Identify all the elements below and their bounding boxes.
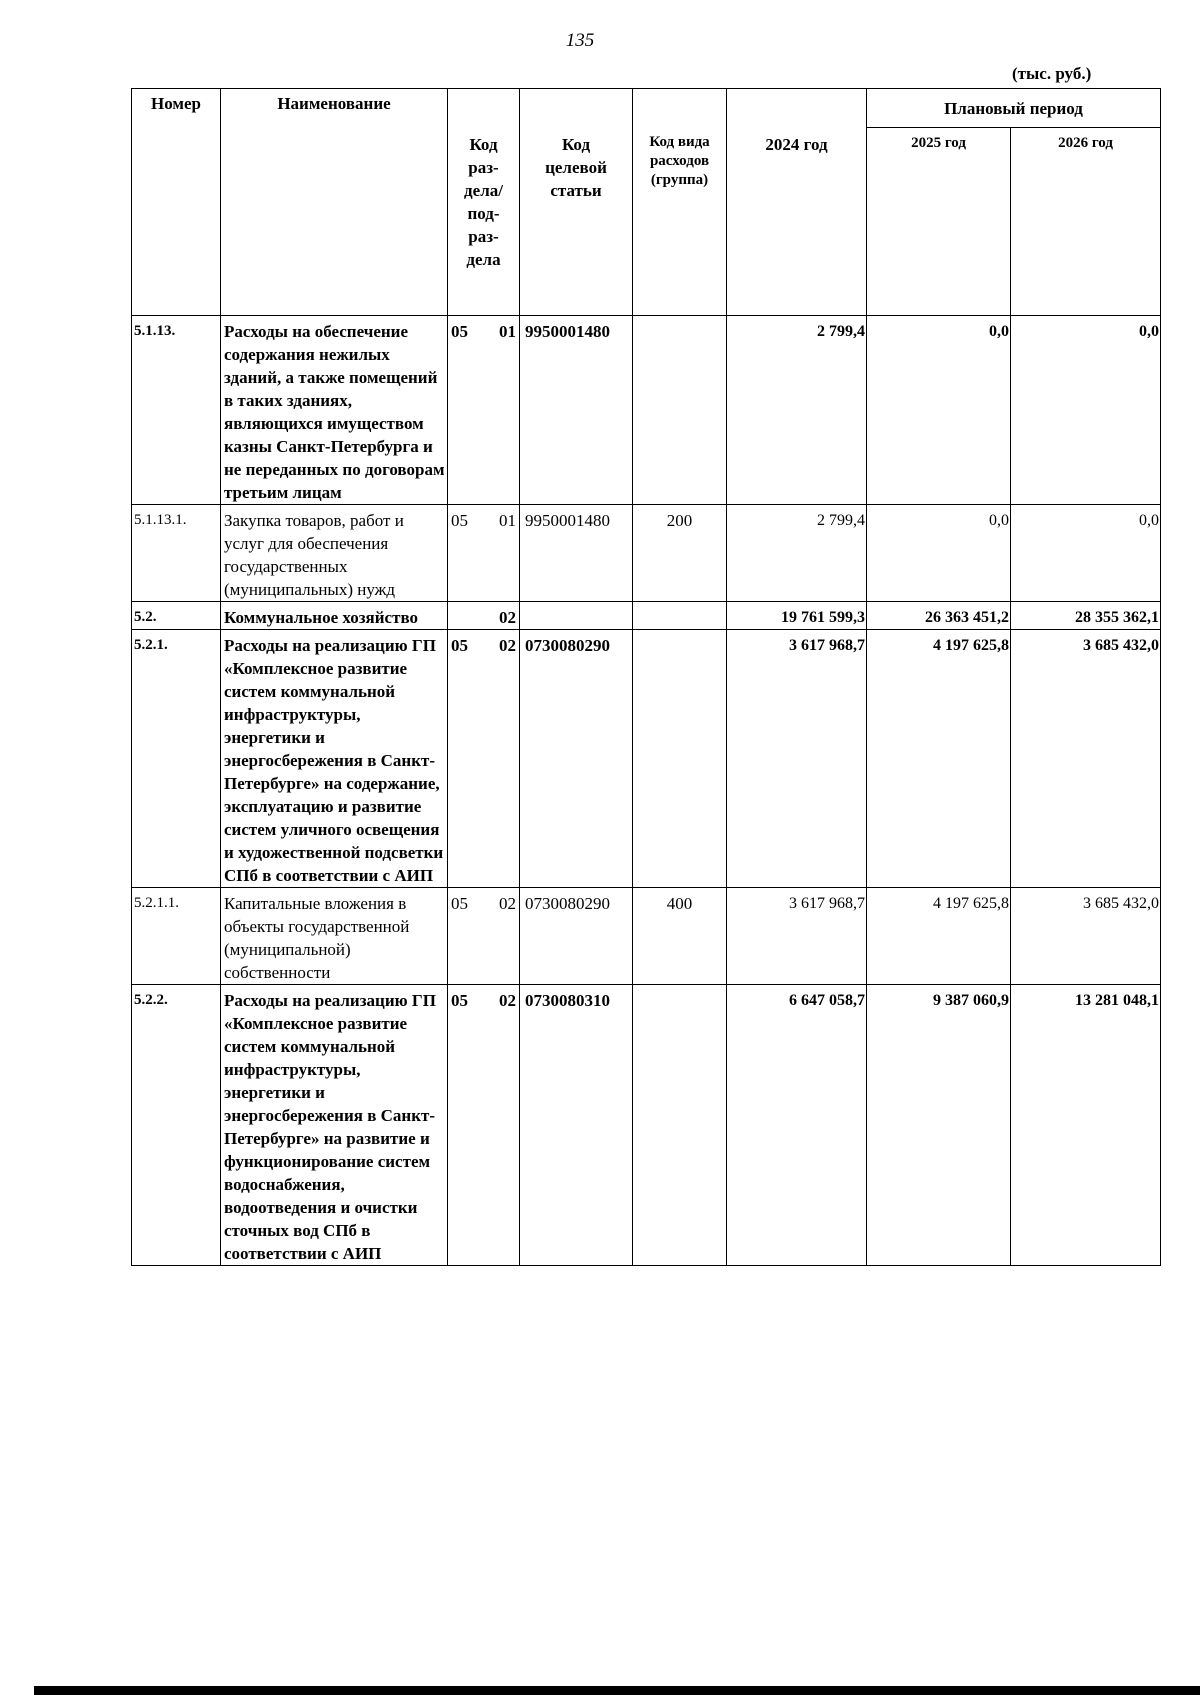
header-section-code: Код раз-дела/ под-раз-дела <box>448 89 520 316</box>
row-number: 5.1.13.1. <box>132 505 221 602</box>
header-number: Номер <box>132 89 221 316</box>
header-expense-type: Код вида расходов (группа) <box>633 89 727 316</box>
row-subsection: 01 <box>478 316 520 505</box>
header-row <box>132 89 1161 128</box>
row-section <box>448 602 478 630</box>
row-group <box>633 630 727 888</box>
row-name: Закупка товаров, работ и услуг для обеспечения государственных (муниципальных) нужд <box>221 505 448 602</box>
table-row <box>132 316 1161 505</box>
table-row <box>132 985 1161 1266</box>
row-number: 5.2.2. <box>132 985 221 1266</box>
row-group: 400 <box>633 888 727 985</box>
row-subsection: 02 <box>478 602 520 630</box>
budget-table <box>131 88 1161 1266</box>
row-group <box>633 602 727 630</box>
row-section: 05 <box>448 505 478 602</box>
row-name: Расходы на реализацию ГП «Комплексное развитие систем коммунальной инфраструктуры, энергетики и энергосбережения в Санкт-Петербурге» на содержание, эксплуатацию и развитие систем уличного освещения и художественной подсветки СПб в соответствии с АИП <box>221 630 448 888</box>
row-2025: 0,0 <box>867 505 1011 602</box>
row-name: Коммунальное хозяйство <box>221 602 448 630</box>
header-year-2026: 2026 год <box>1011 128 1161 316</box>
row-name: Капитальные вложения в объекты государственной (муниципальной) собственности <box>221 888 448 985</box>
row-number: 5.2.1.1. <box>132 888 221 985</box>
header-name: Наименование <box>221 89 448 316</box>
units-label: (тыс. руб.) <box>1012 64 1092 83</box>
row-subsection: 02 <box>478 985 520 1266</box>
row-group: 200 <box>633 505 727 602</box>
row-section: 05 <box>448 630 478 888</box>
row-group <box>633 316 727 505</box>
row-subsection: 02 <box>478 888 520 985</box>
row-2025: 4 197 625,8 <box>867 630 1011 888</box>
header-planning-period: Плановый период <box>867 89 1161 128</box>
row-2024: 3 617 968,7 <box>727 630 867 888</box>
header-year-2025: 2025 год <box>867 128 1011 316</box>
row-name: Расходы на реализацию ГП «Комплексное развитие систем коммунальной инфраструктуры, энергетики и энергосбережения в Санкт-Петербурге» на развитие и функционирование систем водоснабжения, водоотведения и очистки сточных вод СПб в соответствии с АИП <box>221 985 448 1266</box>
row-2026: 3 685 432,0 <box>1011 630 1161 888</box>
row-target: 0730080290 <box>520 888 633 985</box>
table-row <box>132 505 1161 602</box>
row-2026: 0,0 <box>1011 316 1161 505</box>
scan-edge-bar <box>34 1686 1200 1695</box>
row-target <box>520 602 633 630</box>
row-2026: 0,0 <box>1011 505 1161 602</box>
row-2025: 0,0 <box>867 316 1011 505</box>
row-2024: 6 647 058,7 <box>727 985 867 1266</box>
row-group <box>633 985 727 1266</box>
row-2026: 13 281 048,1 <box>1011 985 1161 1266</box>
row-section: 05 <box>448 316 478 505</box>
row-target: 0730080310 <box>520 985 633 1266</box>
table-row <box>132 630 1161 888</box>
row-2025: 26 363 451,2 <box>867 602 1011 630</box>
row-number: 5.2. <box>132 602 221 630</box>
row-2024: 2 799,4 <box>727 316 867 505</box>
row-target: 9950001480 <box>520 316 633 505</box>
row-section: 05 <box>448 888 478 985</box>
row-2025: 4 197 625,8 <box>867 888 1011 985</box>
header-target-code: Код целевой статьи <box>520 89 633 316</box>
row-2024: 19 761 599,3 <box>727 602 867 630</box>
row-2026: 28 355 362,1 <box>1011 602 1161 630</box>
row-number: 5.1.13. <box>132 316 221 505</box>
row-target: 0730080290 <box>520 630 633 888</box>
row-2026: 3 685 432,0 <box>1011 888 1161 985</box>
page-number: 135 <box>565 30 595 51</box>
row-section: 05 <box>448 985 478 1266</box>
table-row <box>132 602 1161 630</box>
row-2025: 9 387 060,9 <box>867 985 1011 1266</box>
row-subsection: 02 <box>478 630 520 888</box>
row-2024: 3 617 968,7 <box>727 888 867 985</box>
row-2024: 2 799,4 <box>727 505 867 602</box>
row-subsection: 01 <box>478 505 520 602</box>
row-number: 5.2.1. <box>132 630 221 888</box>
table-row <box>132 888 1161 985</box>
row-name: Расходы на обеспечение содержания нежилых зданий, а также помещений в таких зданиях, являющихся имуществом казны Санкт-Петербурга и не переданных по договорам третьим лицам <box>221 316 448 505</box>
row-target: 9950001480 <box>520 505 633 602</box>
header-year-2024: 2024 год <box>727 89 867 316</box>
